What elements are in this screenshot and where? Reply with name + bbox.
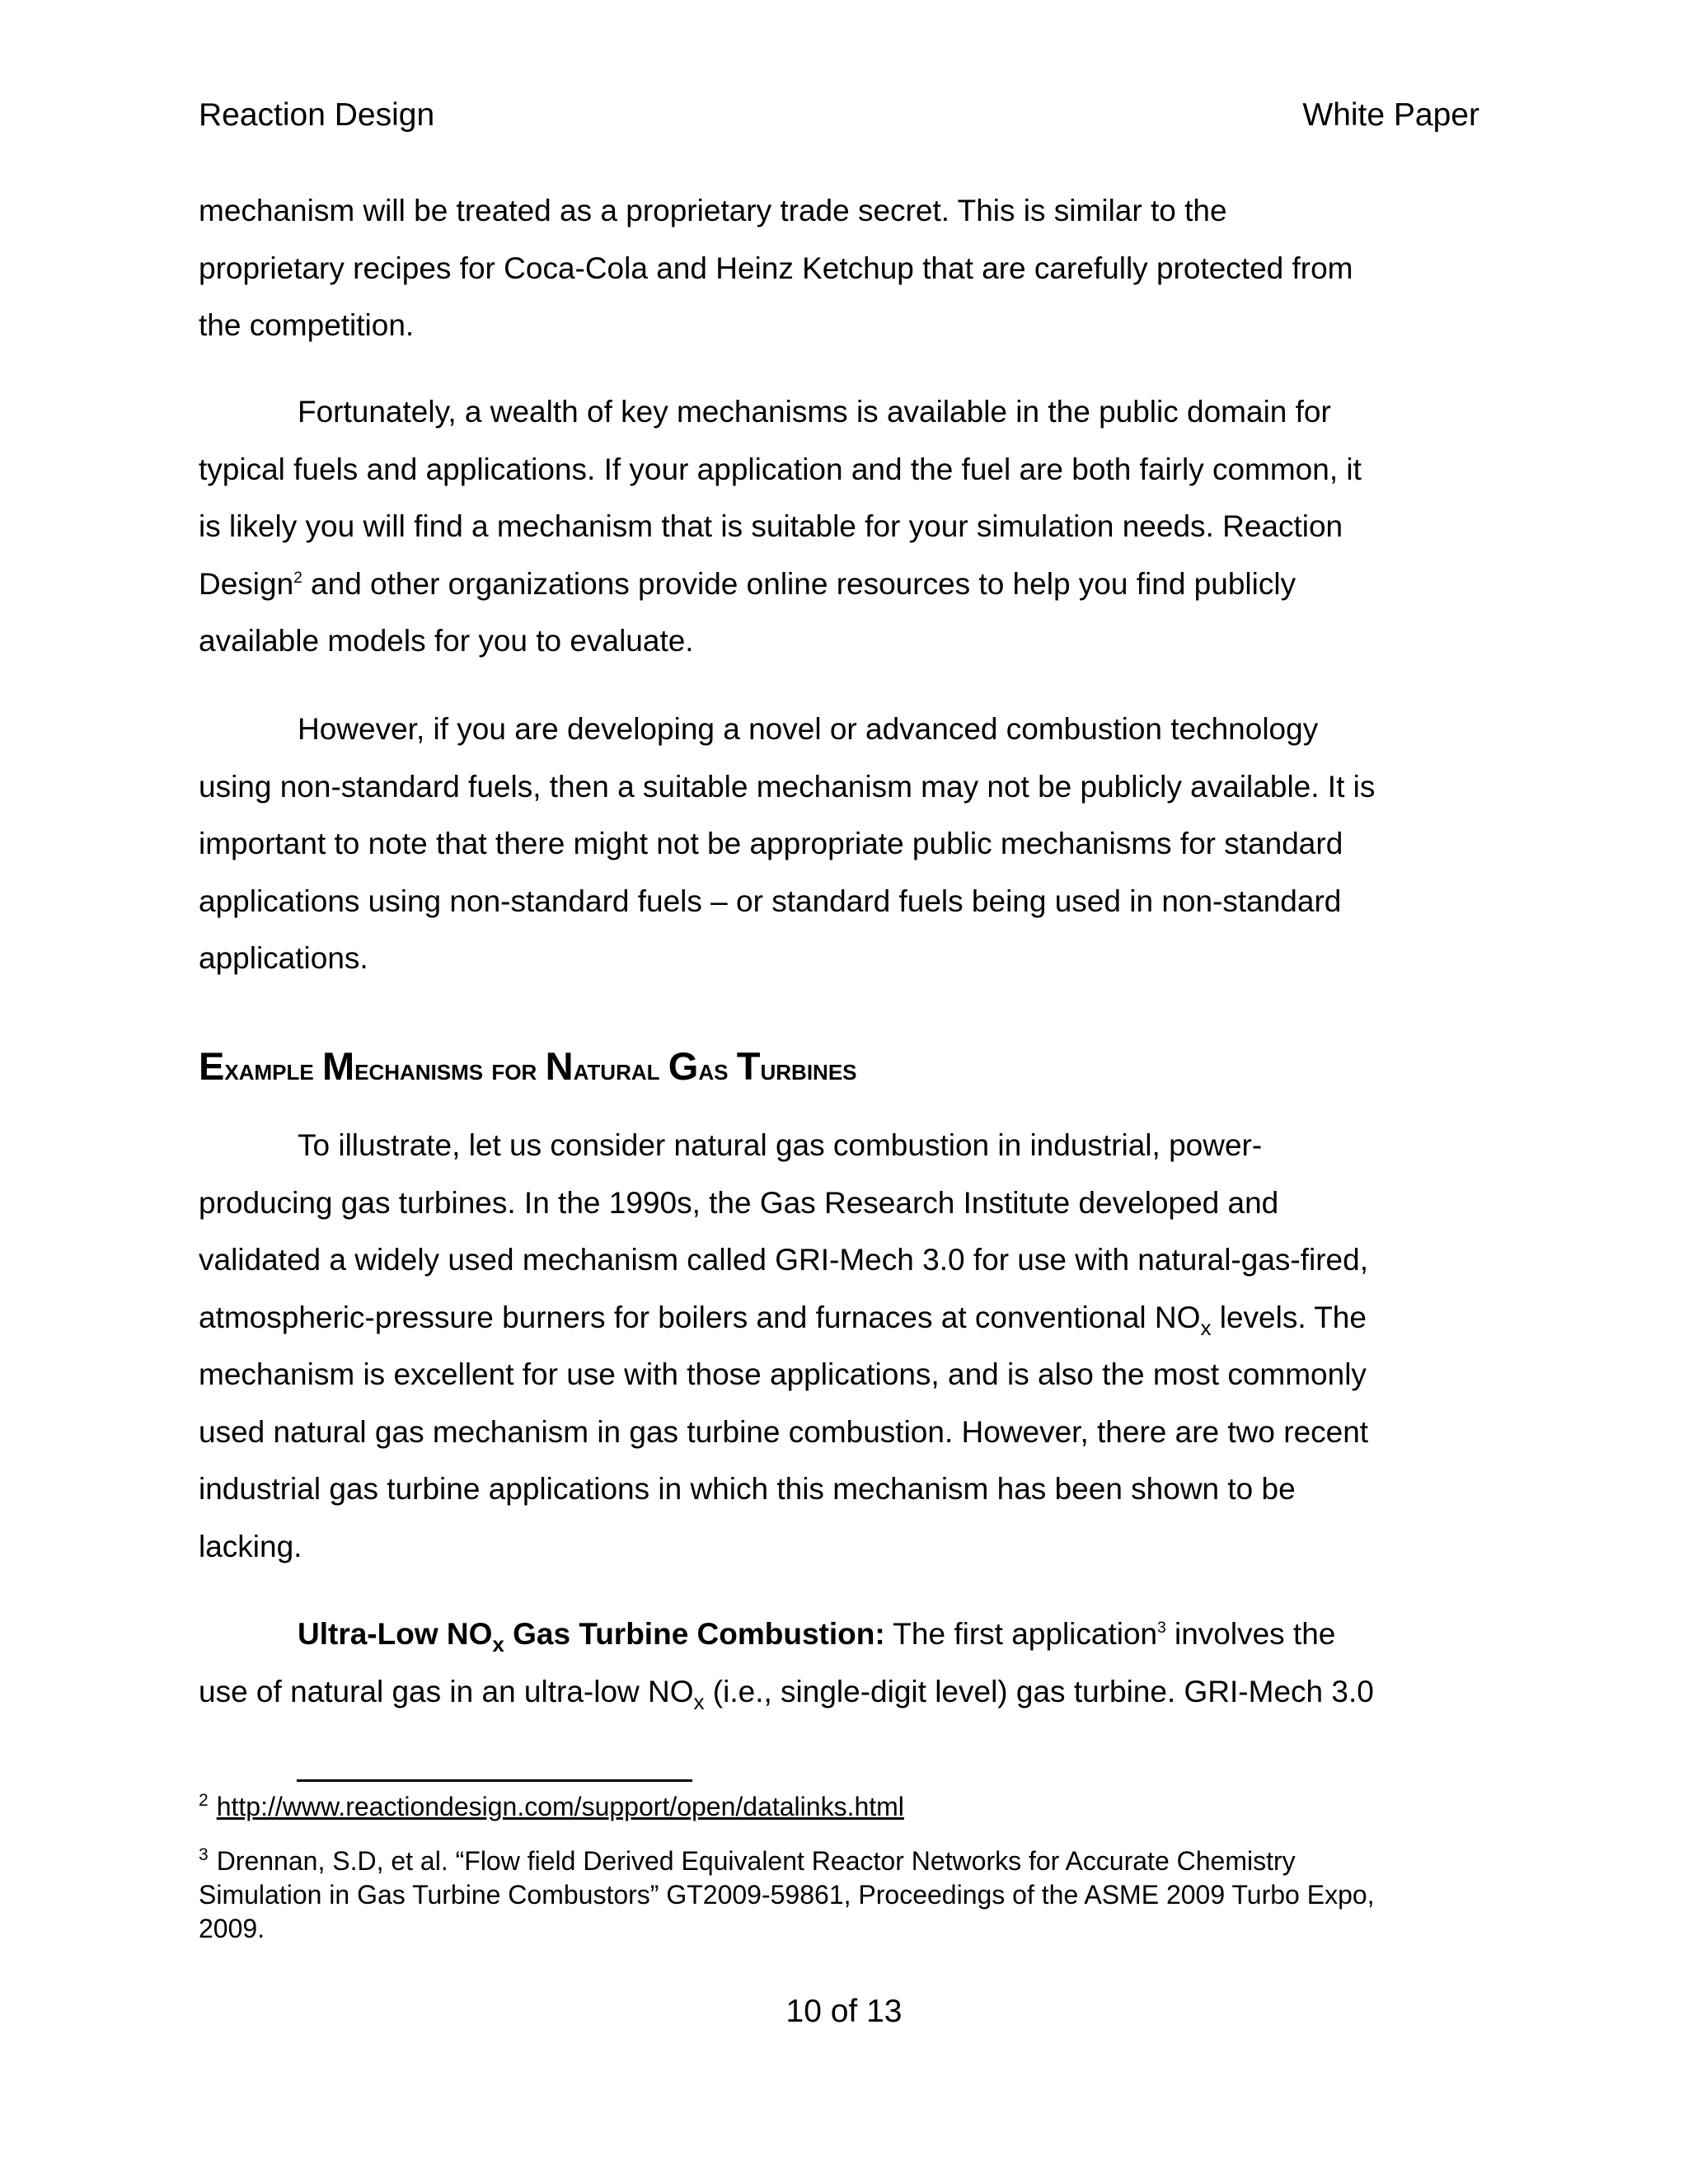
text-line: used natural gas mechanism in gas turbine combustion. However, there are two recent [199,1414,1369,1449]
text-run: involves the [1165,1617,1336,1651]
text-run: atmospheric-pressure burners for boilers and furnaces at conventional NO [199,1300,1201,1334]
heading-cap: M [321,1044,355,1088]
heading-run: xample [224,1052,322,1086]
footnote-link[interactable]: http://www.reactiondesign.com/support/open/datalinks.html [216,1792,904,1821]
footnote-number: 2 [199,1791,209,1810]
heading-cap: E [199,1044,225,1088]
heading-run: echanisms for [354,1052,546,1086]
text-line: mechanism will be treated as a proprietary trade secret. This is similar to the [199,194,1227,227]
text-run: Gas Turbine Combustion: [504,1617,885,1651]
text-line: applications using non-standard fuels – or standard fuels being used in non-standard [199,883,1342,918]
paragraph-1 [199,182,1493,354]
text-run: levels. The [1211,1300,1367,1334]
text-run: Design [199,566,294,601]
footnote-separator [297,1779,692,1782]
text-line [199,555,1493,613]
text-run: The first application [884,1617,1158,1651]
text-run: Drennan, S.D, et al. “Flow field Derived Equivalent Reactor Networks for Accurate Chemistry [216,1846,1296,1876]
header-doc-type: White Paper [1302,97,1479,133]
text-line: Fortunately, a wealth of key mechanisms is available in the public domain for [298,395,1331,429]
text-line [199,1605,1493,1663]
footnote-2 [199,1790,1484,1824]
subscript-x: x [492,1632,504,1657]
heading-cap: G [668,1044,699,1088]
text-line: using non-standard fuels, then a suitable mechanism may not be publicly available. It is [199,769,1376,804]
text-line: producing gas turbines. In the 1990s, the Gas Research Institute developed and [199,1185,1279,1220]
text-line: validated a widely used mechanism called GRI-Mech 3.0 for use with natural-gas-fired, [199,1243,1368,1277]
text-run: and other organizations provide online resources to help you find publicly [302,566,1296,601]
text-run: Ultra-Low NO [298,1617,493,1651]
heading-run: as [698,1052,737,1086]
text-line: typical fuels and applications. If your application and the fuel are both fairly common, it [199,452,1362,486]
paragraph-4 [199,1117,1493,1575]
footnote-line: 2009. [199,1914,265,1943]
text-line [199,1289,1493,1347]
text-line: important to note that there might not be appropriate public mechanisms for standard [199,827,1343,860]
heading-cap: N [545,1044,574,1088]
text-line: is likely you will find a mechanism that is suitable for your simulation needs. Reaction [199,509,1343,543]
footnote-ref-3[interactable]: 3 [1157,1619,1166,1637]
text-line: available models for you to evaluate. [199,624,694,658]
paragraph-2 [199,383,1493,670]
text-line: However, if you are developing a novel or advanced combustion technology [298,712,1319,746]
text-line: mechanism is excellent for use with those applications, and is also the most commonly [199,1357,1367,1391]
heading-run: atural [573,1052,668,1086]
paragraph-5 [199,1605,1493,1720]
text-line: applications. [199,941,368,975]
heading-cap: T [736,1044,761,1088]
header-company: Reaction Design [199,97,435,133]
text-line: lacking. [199,1529,302,1563]
page-number: 10 of 13 [785,1994,903,2029]
footnote-3 [199,1844,1484,1946]
text-line: proprietary recipes for Coca-Cola and Heinz Ketchup that are carefully protected from [199,251,1353,285]
heading-run: urbines [760,1052,857,1086]
text-line: industrial gas turbine applications in which this mechanism has been shown to be [199,1472,1296,1506]
text-line: To illustrate, let us consider natural gas combustion in industrial, power- [298,1128,1263,1162]
footnote-line: Simulation in Gas Turbine Combustors” GT2009-59861, Proceedings of the ASME 2009 Turbo Expo, [199,1880,1375,1910]
text-run: use of natural gas in an ultra-low NO [199,1674,694,1708]
footnote-ref-2[interactable]: 2 [293,569,302,587]
subscript-x: x [1200,1315,1212,1340]
footnote-number: 3 [199,1845,209,1864]
run-in-heading [298,1617,885,1657]
section-heading [199,1044,857,1088]
footnote-line [199,1844,1484,1878]
paragraph-3 [199,701,1493,987]
text-run: (i.e., single-digit level) gas turbine. GRI-Mech 3.0 [704,1674,1374,1708]
text-line [199,1663,1493,1721]
subscript-x: x [693,1689,705,1714]
text-line: the competition. [199,308,415,342]
